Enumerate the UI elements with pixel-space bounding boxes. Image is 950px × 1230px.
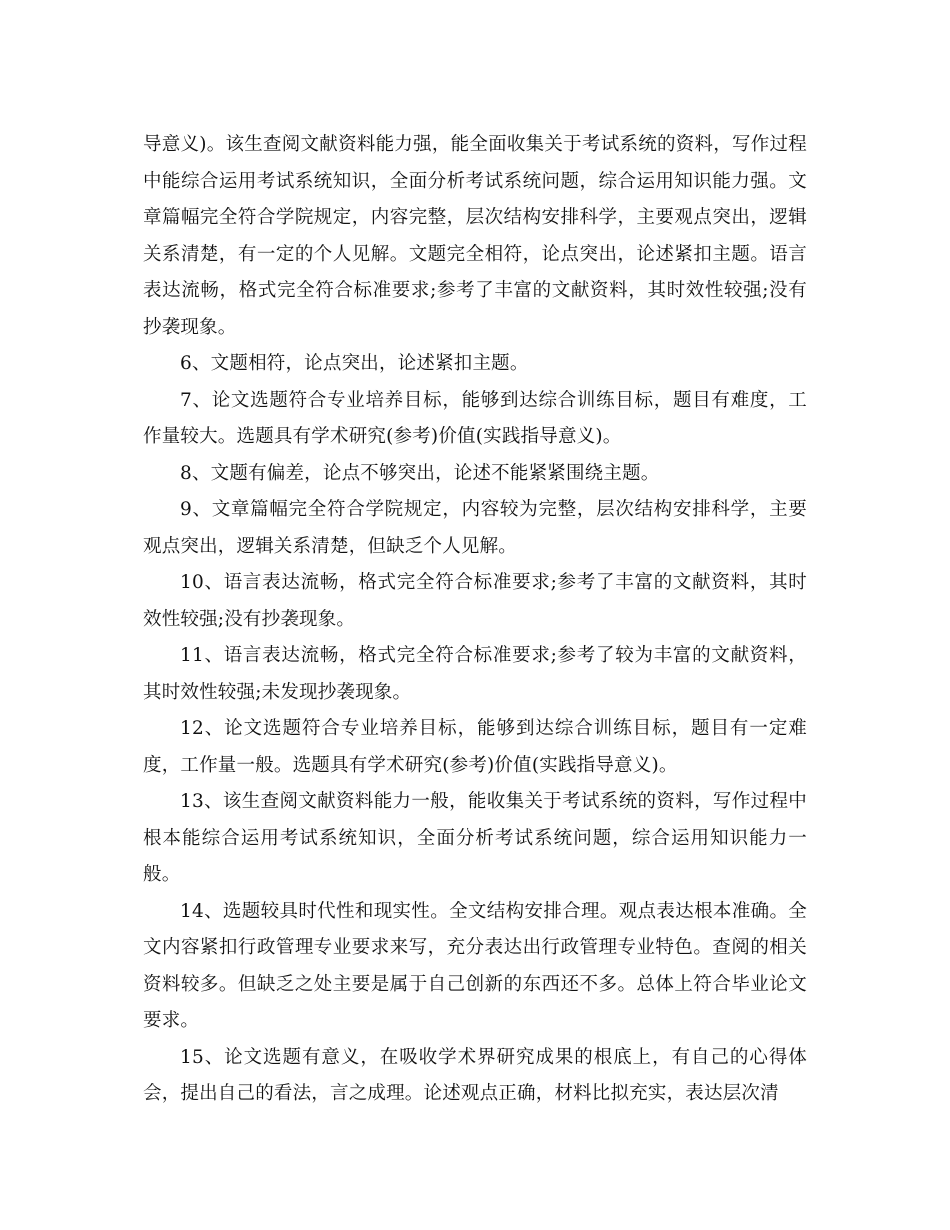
paragraph-item-7: 7、论文选题符合专业培养目标，能够到达综合训练目标，题目有难度，工作量较大。选题具有学术研究(参考)价值(实践指导意义)。 <box>143 389 807 447</box>
paragraph-continued: 导意义)。该生查阅文献资料能力强，能全面收集关于考试系统的资料，写作过程中能综合运用考试系统知识，全面分析考试系统问题，综合运用知识能力强。文章篇幅完全符合学院规定，内容完整，层次结构安排科学，主要观点突出，逻辑关系清楚，有一定的个人见解。文题完全相符，论点突出，论述紧扣主题。语言表达流畅，格式完全符合标准要求;参考了丰富的文献资料，其时效性较强;没有抄袭现象。 <box>143 134 807 338</box>
paragraph-item-14: 14、选题较具时代性和现实性。全文结构安排合理。观点表达根本准确。全文内容紧扣行政管理专业要求来写，充分表达出行政管理专业特色。查阅的相关资料较多。但缺乏之处主要是属于自己创新的东西还不多。总体上符合毕业论文要求。 <box>143 900 807 1031</box>
document-body <box>143 127 807 1113</box>
paragraph-item-13: 13、该生查阅文献资料能力一般，能收集关于考试系统的资料，写作过程中根本能综合运用考试系统知识，全面分析考试系统问题，综合运用知识能力一般。 <box>143 791 807 885</box>
paragraph-item-8: 8、文题有偏差，论点不够突出，论述不能紧紧围绕主题。 <box>180 462 660 484</box>
paragraph-item-15: 15、论文选题有意义，在吸收学术界研究成果的根底上，有自己的心得体会，提出自己的看法，言之成理。论述观点正确，材料比拟充实，表达层次清 <box>143 1046 807 1104</box>
paragraph-item-11: 11、语言表达流畅，格式完全符合标准要求;参考了较为丰富的文献资料，其时效性较强;未发现抄袭现象。 <box>143 645 807 703</box>
paragraph-item-10: 10、语言表达流畅，格式完全符合标准要求;参考了丰富的文献资料，其时效性较强;没有抄袭现象。 <box>143 572 807 630</box>
paragraph-item-6: 6、文题相符，论点突出，论述紧扣主题。 <box>180 353 529 374</box>
paragraph-item-12: 12、论文选题符合专业培养目标，能够到达综合训练目标，题目有一定难度，工作量一般。选题具有学术研究(参考)价值(实践指导意义)。 <box>143 718 807 776</box>
paragraph-item-9: 9、文章篇幅完全符合学院规定，内容较为完整，层次结构安排科学，主要观点突出，逻辑关系清楚，但缺乏个人见解。 <box>143 499 807 557</box>
